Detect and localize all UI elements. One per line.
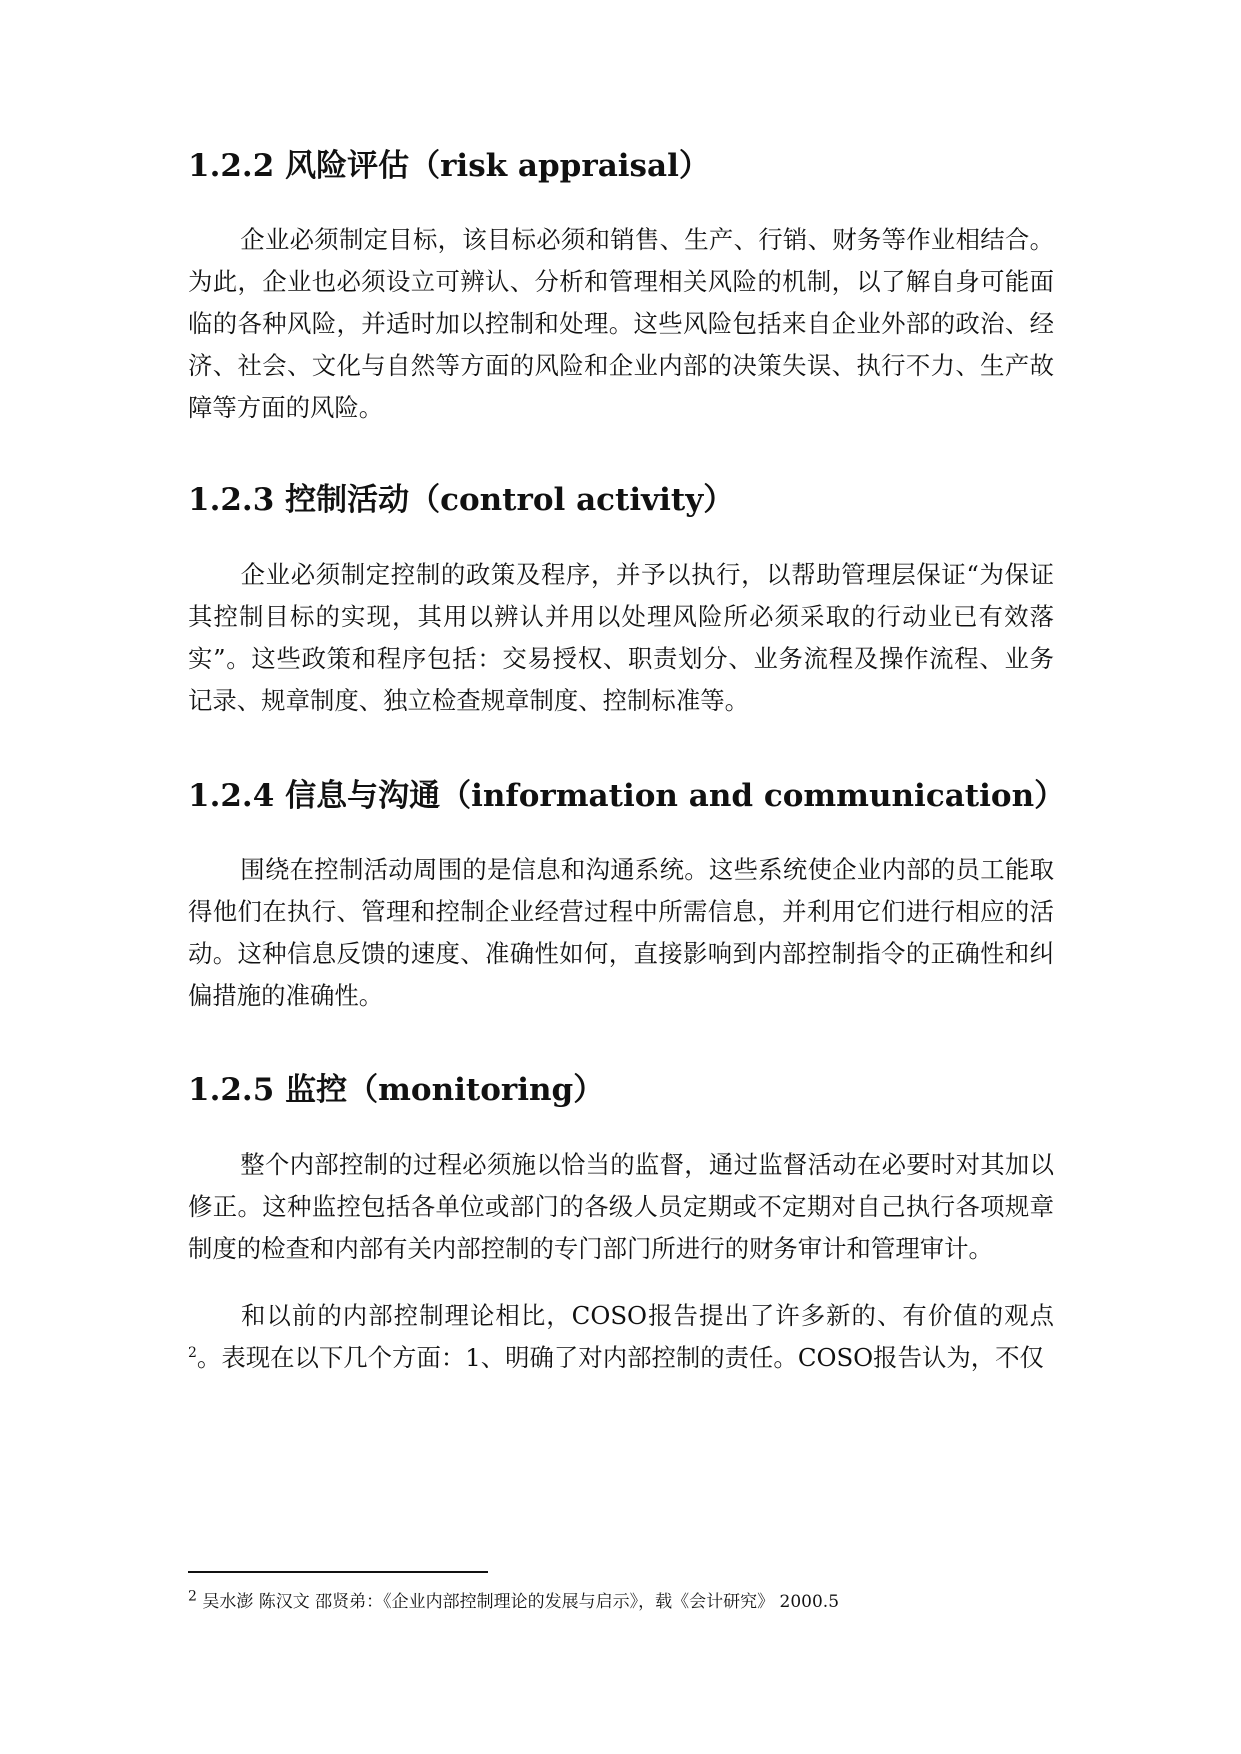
- paragraph-text-before-ref: 和以前的内部控制理论相比，COSO报告提出了许多新的、有价值的观点: [240, 1301, 1054, 1330]
- section-heading-monitoring: 1.2.5 监控（monitoring）: [188, 1072, 605, 1108]
- paragraph-text: 整个内部控制的过程必须施以恰当的监督，通过监督活动在必要时对其加以修正。这种监控包括各单位或部门的各级人员定期或不定期对自己执行各项规章制度的检查和内部有关内部控制的专门部门所进行的财务审计和管理审计。: [188, 1150, 1054, 1263]
- footnote: [188, 1590, 1088, 1614]
- footnote-reference[interactable]: 2: [188, 1344, 197, 1361]
- paragraph-coso-comparison: [188, 1295, 1054, 1379]
- paragraph-control-activity: [188, 554, 1054, 722]
- paragraph-monitoring: [188, 1144, 1054, 1270]
- paragraph-text-after-ref: 。表现在以下几个方面：1、明确了对内部控制的责任。COSO报告认为，不仅: [196, 1343, 1044, 1372]
- paragraph-risk-appraisal: [188, 219, 1054, 429]
- paragraph-information-communication: [188, 849, 1054, 1017]
- footnote-text: 吴水澎 陈汉文 邵贤弟：《企业内部控制理论的发展与启示》，载《会计研究》 2000.5: [202, 1592, 840, 1612]
- footnote-mark: 2: [188, 1588, 197, 1605]
- section-heading-control-activity: 1.2.3 控制活动（control activity）: [188, 482, 735, 518]
- section-heading-risk-appraisal: 1.2.2 风险评估（risk appraisal）: [188, 148, 710, 184]
- section-heading-information-communication: 1.2.4 信息与沟通（information and communication）: [188, 778, 1066, 814]
- paragraph-text: 企业必须制定目标，该目标必须和销售、生产、行销、财务等作业相结合。为此，企业也必须设立可辨认、分析和管理相关风险的机制，以了解自身可能面临的各种风险，并适时加以控制和处理。这些风险包括来自企业外部的政治、经济、社会、文化与自然等方面的风险和企业内部的决策失误、执行不力、生产故障等方面的风险。: [188, 225, 1054, 422]
- footnote-divider: [188, 1571, 488, 1573]
- paragraph-text: 企业必须制定控制的政策及程序，并予以执行，以帮助管理层保证“为保证其控制目标的实现，其用以辨认并用以处理风险所必须采取的行动业已有效落实”。这些政策和程序包括：交易授权、职责划分、业务流程及操作流程、业务记录、规章制度、独立检查规章制度、控制标准等。: [188, 560, 1054, 715]
- paragraph-text: 围绕在控制活动周围的是信息和沟通系统。这些系统使企业内部的员工能取得他们在执行、管理和控制企业经营过程中所需信息，并利用它们进行相应的活动。这种信息反馈的速度、准确性如何，直接影响到内部控制指令的正确性和纠偏措施的准确性。: [188, 855, 1054, 1010]
